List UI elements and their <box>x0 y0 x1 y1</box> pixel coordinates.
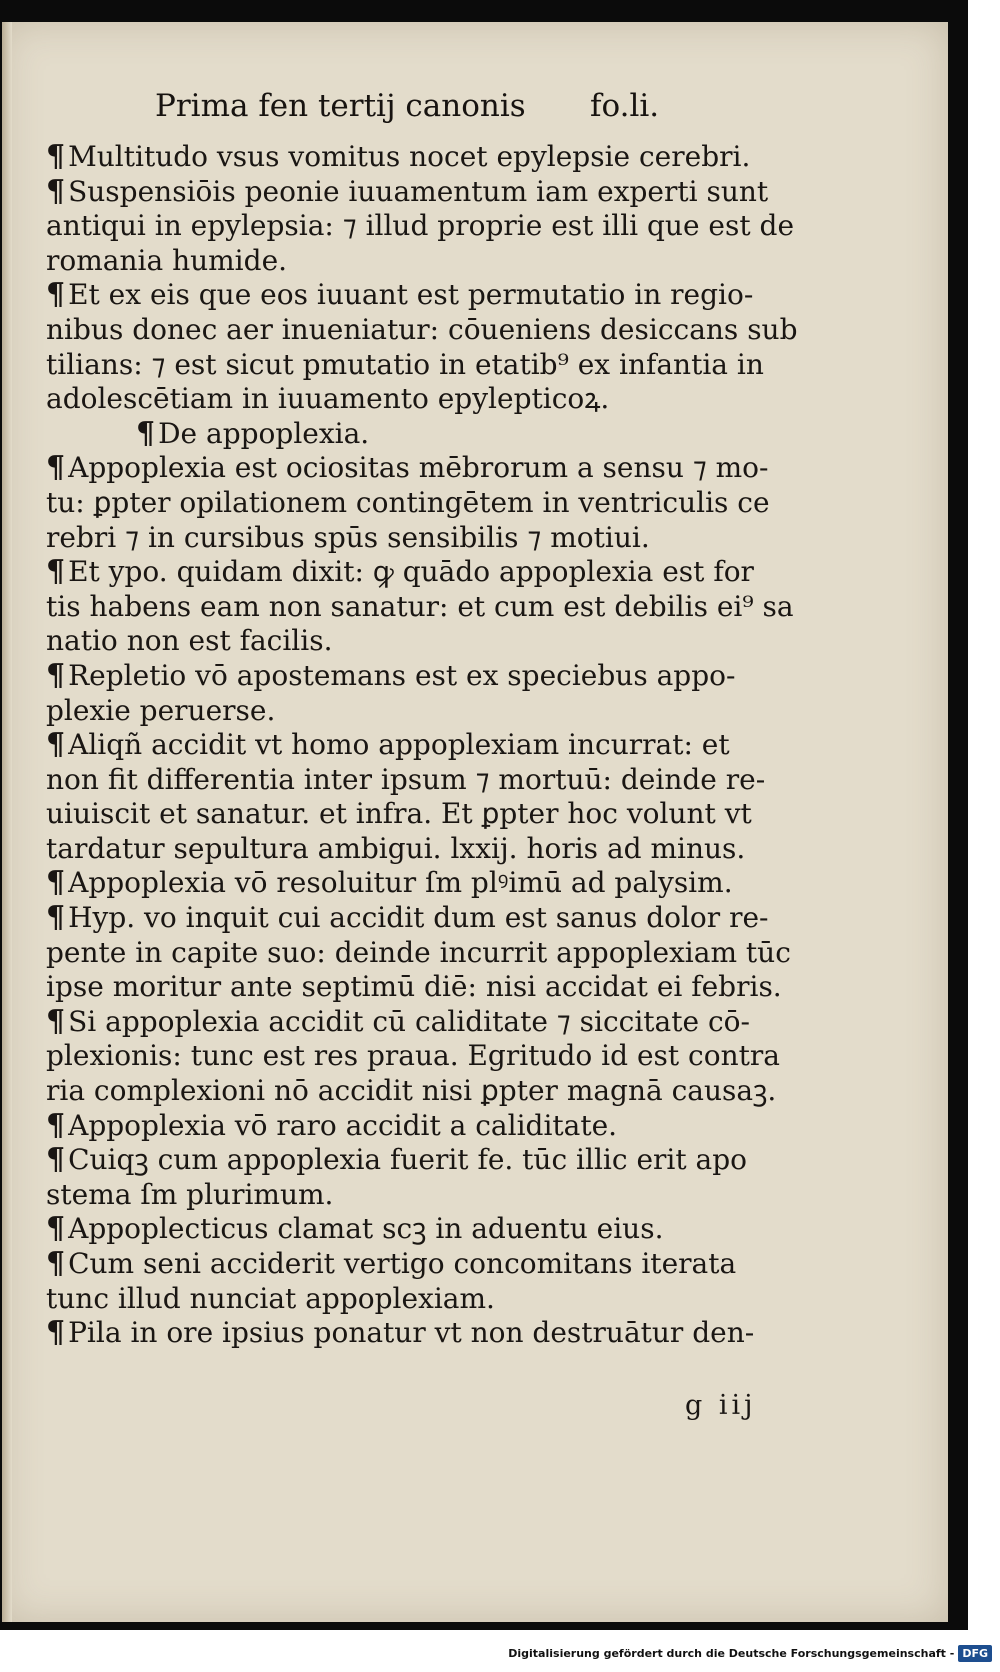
line-text: tilians: ⁊ est sicut pmutatio in etatib⁹ ex infantia in <box>46 347 764 381</box>
line-text: romania humide. <box>46 243 288 277</box>
text-line <box>46 590 826 625</box>
line-text: Si appoplexia accidit cū caliditate ⁊ siccitate cō- <box>68 1004 750 1038</box>
line-text: Multitudo vsus vomitus nocet epylepsie cerebri. <box>68 140 751 173</box>
text-line <box>46 555 826 590</box>
folio-number: fo.li. <box>590 88 660 124</box>
text-line <box>46 624 826 659</box>
text-line <box>46 451 826 486</box>
text-line <box>46 175 826 210</box>
line-text: Et ex eis que eos iuuant est permutatio in regio- <box>68 278 754 312</box>
line-text: Appoplecticus clamat scꝫ in aduentu eius. <box>68 1212 664 1246</box>
line-text: Repletio vō apostemans est ex speciebus appo- <box>68 658 736 692</box>
line-text: Cuiqꝫ cum appoplexia fuerit fe. tūc illic erit apo <box>68 1143 747 1177</box>
text-line <box>46 486 826 521</box>
text-line <box>46 1143 826 1178</box>
line-text: Appoplexia vō raro accidit a caliditate. <box>68 1108 618 1142</box>
text-line <box>46 659 826 694</box>
text-line <box>46 832 826 867</box>
text-line <box>46 1247 826 1282</box>
text-line <box>46 244 826 279</box>
line-text: Cum seni acciderit vertigo concomitans iterata <box>68 1247 737 1280</box>
text-line <box>46 901 826 936</box>
text-line <box>46 763 826 798</box>
line-text: antiqui in epylepsia: ⁊ illud proprie est illi que est de <box>46 209 795 243</box>
text-line <box>46 382 826 417</box>
text-line <box>46 521 826 556</box>
pilcrow-mark: ¶ <box>46 173 66 209</box>
text-line <box>46 278 826 313</box>
text-line <box>46 1039 826 1074</box>
pilcrow-mark: ¶ <box>46 900 66 936</box>
line-text: tunc illud nunciat appoplexiam. <box>46 1281 495 1315</box>
text-line <box>46 313 826 348</box>
dfg-logo: DFG <box>958 1645 992 1662</box>
line-text: nibus donec aer inueniatur: cōueniens desiccans sub <box>46 312 798 346</box>
pilcrow-mark: ¶ <box>46 139 66 174</box>
line-text: Hyp. vo inquit cui accidit dum est sanus dolor re- <box>68 901 769 935</box>
line-text: Et ypo. quidam dixit: ꝙ quādo appoplexia est for <box>68 555 754 589</box>
text-line <box>46 866 826 901</box>
line-text: Appoplexia est ociositas mēbrorum a sensu ⁊ mo- <box>68 451 769 485</box>
line-text: rebri ⁊ in cursibus spūs sensibilis ⁊ motiui. <box>46 520 650 554</box>
line-text: pente in capite suo: deinde incurrit appoplexiam tūc <box>46 935 791 969</box>
pilcrow-mark: ¶ <box>46 554 66 590</box>
digitization-footer <box>508 1638 992 1668</box>
line-text: tis habens eam non sanatur: et cum est debilis ei⁹ sa <box>46 589 794 623</box>
text-line <box>46 694 826 729</box>
pilcrow-mark: ¶ <box>46 1315 66 1351</box>
text-line <box>46 797 826 832</box>
text-line <box>46 1282 826 1317</box>
text-line <box>46 970 826 1005</box>
pilcrow-mark: ¶ <box>46 1107 66 1143</box>
page-gutter-shadow <box>2 22 12 1622</box>
text-line <box>46 1109 826 1144</box>
text-line <box>46 1316 826 1351</box>
line-text: non fit differentia inter ipsum ⁊ mortuū: deinde re- <box>46 762 766 796</box>
pilcrow-mark: ¶ <box>136 415 156 451</box>
line-text: plexionis: tunc est res praua. Egritudo id est contra <box>46 1039 780 1073</box>
pilcrow-mark: ¶ <box>46 1142 66 1178</box>
running-title: Prima fen tertij canonis <box>155 88 526 124</box>
running-header <box>155 88 715 138</box>
footer-credit: Digitalisierung gefördert durch die Deutsche Forschungsgemeinschaft - <box>508 1646 955 1660</box>
text-line <box>46 936 826 971</box>
pilcrow-mark: ¶ <box>46 450 66 486</box>
line-text: ipse moritur ante septimū diē: nisi accidat ei febris. <box>46 970 782 1004</box>
pilcrow-mark: ¶ <box>46 727 66 763</box>
text-line <box>46 140 826 175</box>
pilcrow-mark: ¶ <box>46 865 66 901</box>
line-text: Pila in ore ipsius ponatur vt non destruātur den- <box>68 1316 755 1350</box>
pilcrow-mark: ¶ <box>46 1246 66 1281</box>
line-text: plexie peruerse. <box>46 693 276 727</box>
line-text: tardatur sepultura ambigui. lxxij. horis ad minus. <box>46 831 746 865</box>
text-line <box>46 417 826 452</box>
line-text: adolescētiam in iuuamento epylepticoꝝ. <box>46 382 610 416</box>
text-line <box>46 209 826 244</box>
text-line <box>46 728 826 763</box>
text-line <box>46 1212 826 1247</box>
text-block <box>46 140 826 1351</box>
text-line <box>46 348 826 383</box>
line-text: Suspensiōis peonie iuuamentum iam experti sunt <box>68 174 769 208</box>
line-text: ria complexioni nō accidit nisi ꝑpter magnā causaꝫ. <box>46 1074 777 1108</box>
text-line <box>46 1005 826 1040</box>
signature-mark: g iij <box>685 1390 757 1421</box>
line-text: natio non est facilis. <box>46 624 333 658</box>
line-text: De appoplexia. <box>158 416 370 450</box>
line-text: Aliqñ accidit vt homo appoplexiam incurrat: et <box>68 728 730 762</box>
pilcrow-mark: ¶ <box>46 657 66 693</box>
line-text: stema ſm plurimum. <box>46 1177 334 1211</box>
pilcrow-mark: ¶ <box>46 1003 66 1039</box>
text-line <box>46 1074 826 1109</box>
pilcrow-mark: ¶ <box>46 277 66 313</box>
line-text: uiuiscit et sanatur. et infra. Et ꝑpter hoc volunt vt <box>46 797 752 831</box>
text-line <box>46 1178 826 1213</box>
line-text: tu: ꝑpter opilationem contingētem in ventriculis ce <box>46 485 770 519</box>
line-text: Appoplexia vō resoluitur ſm plꝰimū ad palysim. <box>68 866 733 900</box>
pilcrow-mark: ¶ <box>46 1211 66 1247</box>
